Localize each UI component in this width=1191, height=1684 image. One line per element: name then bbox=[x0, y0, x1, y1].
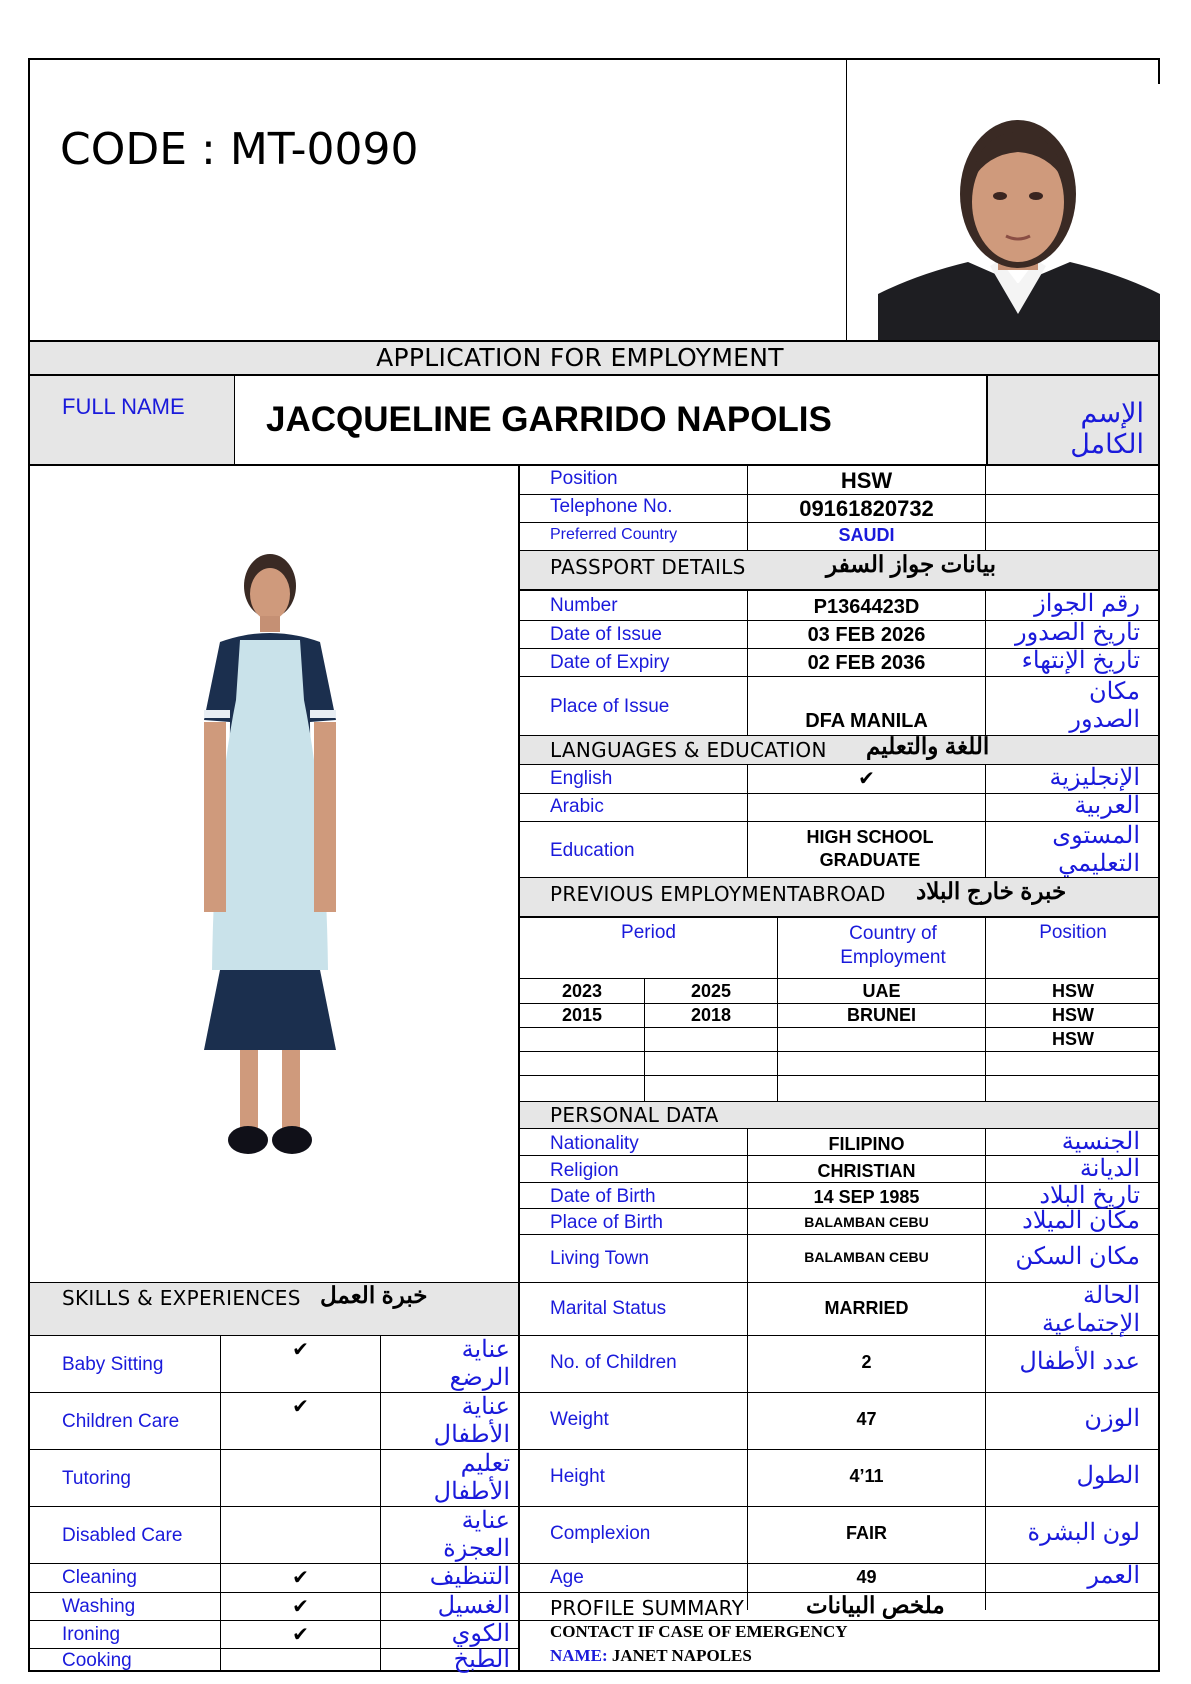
english-check: ✔ bbox=[858, 768, 875, 790]
height-value: 4’11 bbox=[849, 1466, 884, 1486]
passport-section-title: PASSPORT DETAILS bbox=[550, 555, 746, 579]
age-value: 49 bbox=[856, 1567, 877, 1587]
date-of-birth-label-ar: تاريخ البلاد bbox=[1039, 1182, 1140, 1209]
date-of-expiry-label-ar: تاريخ الإنتهاء bbox=[1021, 647, 1140, 674]
languages-section-title-ar: اللغة والتعليم bbox=[866, 733, 990, 759]
weight-value: 47 bbox=[856, 1409, 877, 1429]
skill-cooking-label-ar: الطبخ bbox=[453, 1646, 510, 1673]
date-of-expiry-label: Date of Expiry bbox=[550, 652, 670, 673]
place-of-birth-label-ar: مكان الميلاد bbox=[1022, 1207, 1140, 1234]
employment-row-1-country: UAE bbox=[862, 981, 901, 1001]
passport-section-title-ar: بيانات جواز السفر bbox=[826, 551, 997, 577]
living-town-label-ar: مكان السكن bbox=[1015, 1243, 1140, 1270]
employment-row-3-position: HSW bbox=[1052, 1029, 1094, 1049]
education-value: HIGH SCHOOL GRADUATE bbox=[806, 827, 934, 870]
place-of-issue-label-ar: مكان الصدور bbox=[1069, 678, 1140, 733]
period-header: Period bbox=[621, 922, 676, 943]
skills-section-title: SKILLS & EXPERIENCES bbox=[62, 1286, 301, 1310]
employment-row-1-position: HSW bbox=[1052, 981, 1094, 1001]
arabic-label: Arabic bbox=[550, 796, 604, 817]
place-of-issue-value: DFA MANILA bbox=[805, 710, 928, 732]
employment-section-title: PREVIOUS EMPLOYMENTABROAD bbox=[550, 882, 886, 906]
position-value: HSW bbox=[840, 468, 893, 493]
date-of-birth-label: Date of Birth bbox=[550, 1186, 656, 1207]
skill-disabled-care-label-ar: عناية العجزة bbox=[443, 1507, 510, 1562]
living-town-value: BALAMBAN CEBU bbox=[804, 1249, 929, 1265]
date-of-issue-label-ar: تاريخ الصدور bbox=[1015, 619, 1140, 646]
date-of-issue-label: Date of Issue bbox=[550, 624, 662, 645]
personal-section-title: PERSONAL DATA bbox=[550, 1103, 719, 1127]
skill-children-care-check: ✔ bbox=[292, 1396, 309, 1418]
country-header: Country of Employment bbox=[840, 923, 946, 968]
skill-washing-label-ar: الغسيل bbox=[437, 1592, 510, 1619]
children-label-ar: عدد الأطفال bbox=[1019, 1348, 1140, 1375]
english-label: English bbox=[550, 768, 613, 789]
age-label: Age bbox=[550, 1567, 584, 1588]
profile-section-title-ar: ملخص البيانات bbox=[806, 1592, 945, 1618]
skill-children-care-label-ar: عناية الأطفال bbox=[433, 1393, 510, 1448]
skill-disabled-care-label: Disabled Care bbox=[62, 1525, 183, 1546]
education-label: Education bbox=[550, 840, 635, 861]
date-of-issue-value: 03 FEB 2026 bbox=[807, 624, 926, 646]
applicant-full-body-photo bbox=[160, 550, 380, 1190]
english-label-ar: الإنجليزية bbox=[1049, 764, 1140, 791]
profile-section-title: PROFILE SUMMARY bbox=[550, 1596, 745, 1620]
passport-number-value: P1364423D bbox=[813, 596, 920, 618]
form-title: APPLICATION FOR EMPLOYMENT bbox=[376, 343, 784, 372]
emergency-contact-name bbox=[550, 1646, 752, 1666]
weight-label: Weight bbox=[550, 1409, 609, 1430]
position-label: Position bbox=[550, 468, 618, 489]
skill-ironing-check: ✔ bbox=[292, 1624, 309, 1646]
emergency-name-value: JANET NAPOLES bbox=[611, 1646, 752, 1665]
employment-row-1-from: 2023 bbox=[561, 981, 603, 1001]
skill-washing-label: Washing bbox=[62, 1596, 136, 1617]
skill-baby-sitting-label-ar: عناية الرضع bbox=[449, 1336, 510, 1391]
skill-ironing-label: Ironing bbox=[62, 1624, 121, 1645]
complexion-value: FAIR bbox=[845, 1523, 887, 1543]
languages-section-title: LANGUAGES & EDUCATION bbox=[550, 738, 827, 762]
full-name-label: FULL NAME bbox=[62, 394, 185, 419]
skill-ironing-label-ar: الكوي bbox=[451, 1620, 510, 1647]
skill-cleaning-label: Cleaning bbox=[62, 1567, 137, 1588]
children-label: No. of Children bbox=[550, 1352, 677, 1373]
nationality-label-ar: الجنسية bbox=[1061, 1128, 1140, 1155]
living-town-label: Living Town bbox=[550, 1248, 649, 1269]
telephone-label: Telephone No. bbox=[550, 496, 673, 517]
date-of-birth-value: 14 SEP 1985 bbox=[813, 1187, 920, 1207]
marital-status-value: MARRIED bbox=[824, 1298, 909, 1318]
religion-label: Religion bbox=[550, 1160, 619, 1181]
full-name-label-ar: الإسم الكامل bbox=[1070, 398, 1144, 460]
marital-status-label-ar: الحالة الإجتماعية bbox=[1041, 1282, 1140, 1337]
skill-baby-sitting-label: Baby Sitting bbox=[62, 1354, 164, 1375]
preferred-country-value: SAUDI bbox=[838, 525, 895, 545]
nationality-label: Nationality bbox=[550, 1133, 639, 1154]
nationality-value: FILIPINO bbox=[828, 1134, 905, 1154]
applicant-portrait-photo bbox=[878, 84, 1160, 340]
employment-row-2-position: HSW bbox=[1052, 1005, 1094, 1025]
height-label: Height bbox=[550, 1466, 605, 1487]
children-value: 2 bbox=[861, 1352, 872, 1372]
passport-number-label-ar: رقم الجواز bbox=[1034, 590, 1140, 617]
arabic-label-ar: العربية bbox=[1074, 792, 1140, 819]
education-label-ar: المستوى التعليمي bbox=[1052, 822, 1140, 877]
position-header: Position bbox=[1039, 922, 1107, 943]
employment-row-1-to: 2025 bbox=[690, 981, 732, 1001]
passport-number-label: Number bbox=[550, 595, 618, 616]
marital-status-label: Marital Status bbox=[550, 1298, 667, 1319]
date-of-expiry-value: 02 FEB 2036 bbox=[807, 652, 926, 674]
weight-label-ar: الوزن bbox=[1084, 1405, 1140, 1432]
place-of-birth-value: BALAMBAN CEBU bbox=[804, 1214, 929, 1230]
employment-row-2-country: BRUNEI bbox=[846, 1005, 916, 1025]
full-name-value: JACQUELINE GARRIDO NAPOLIS bbox=[266, 400, 832, 439]
religion-value: CHRISTIAN bbox=[817, 1161, 916, 1181]
complexion-label-ar: لون البشرة bbox=[1027, 1519, 1140, 1546]
skill-children-care-label: Children Care bbox=[62, 1411, 180, 1432]
skill-cleaning-label-ar: التنظيف bbox=[429, 1563, 510, 1590]
employment-row-2-from: 2015 bbox=[561, 1005, 603, 1025]
skill-washing-check: ✔ bbox=[292, 1596, 309, 1618]
employment-section-title-ar: خبرة خارج البلاد bbox=[916, 878, 1067, 904]
age-label-ar: العمر bbox=[1087, 1562, 1140, 1589]
skill-baby-sitting-check: ✔ bbox=[292, 1339, 309, 1361]
religion-label-ar: الديانة bbox=[1079, 1155, 1140, 1182]
emergency-contact-heading: CONTACT IF CASE OF EMERGENCY bbox=[550, 1622, 848, 1641]
skills-section-title-ar: خبرة العمل bbox=[320, 1282, 428, 1308]
complexion-label: Complexion bbox=[550, 1523, 651, 1544]
skill-tutoring-label-ar: تعليم الأطفال bbox=[433, 1450, 510, 1505]
height-label-ar: الطول bbox=[1076, 1462, 1140, 1489]
preferred-country-label: Preferred Country bbox=[550, 526, 678, 543]
skill-cooking-label: Cooking bbox=[62, 1650, 132, 1671]
applicant-code: CODE : MT-0090 bbox=[60, 124, 419, 175]
place-of-birth-label: Place of Birth bbox=[550, 1212, 663, 1233]
emergency-name-label: NAME: bbox=[550, 1646, 608, 1665]
skill-cleaning-check: ✔ bbox=[292, 1567, 309, 1589]
employment-row-2-to: 2018 bbox=[690, 1005, 732, 1025]
skill-tutoring-label: Tutoring bbox=[62, 1468, 131, 1489]
telephone-value: 09161820732 bbox=[799, 496, 934, 521]
place-of-issue-label: Place of Issue bbox=[550, 696, 670, 717]
